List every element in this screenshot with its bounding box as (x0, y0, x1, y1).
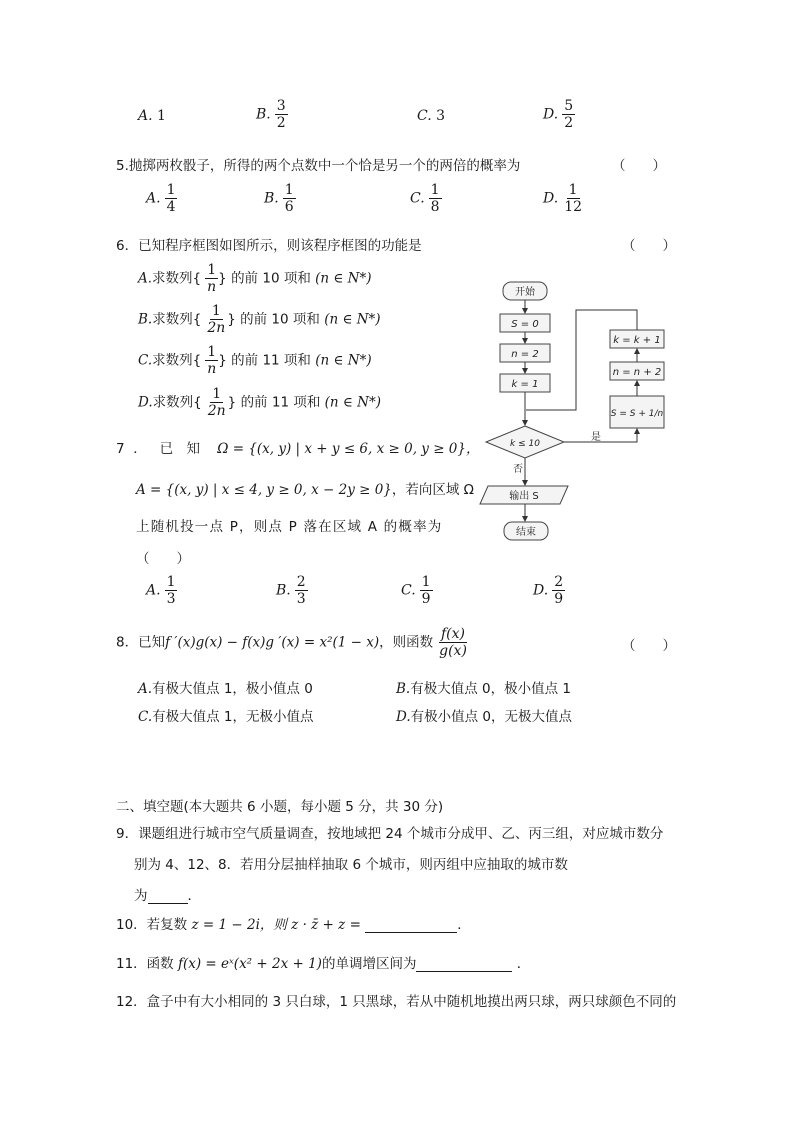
flow-k1-text: k = 1 (511, 379, 539, 390)
flow-no-label: 否 (513, 464, 523, 475)
q10-line: 10．若复数 z = 1 − 2i，则 z · z̄ + z = ． (116, 917, 471, 933)
flow-update-k-text: k = k + 1 (613, 335, 661, 346)
program-flowchart (478, 278, 678, 546)
q7-option-d: D. $\frac{2}{9}$ (533, 574, 564, 607)
flow-n2-text: n = 2 (511, 349, 539, 360)
q7-option-a: A. $\frac{1}{3}$ (146, 574, 176, 607)
q5-stem: 5.抛掷两枚骰子，所得的两个点数中一个恰是另一个的两倍的概率为 (116, 158, 521, 174)
flow-s0-text: S = 0 (511, 319, 539, 330)
q7-line3: 上随机投一点 P，则点 P 落在区域 A 的概率为 (136, 519, 443, 535)
q9-line3: 为 ． (134, 888, 201, 904)
q4-option-b: B. $\frac{3}{2}$ (256, 98, 286, 131)
q9-answer-blank[interactable] (148, 889, 188, 904)
q5-option-a: A. $\frac{1}{4}$ (146, 182, 176, 215)
q8-answer-paren: （ ） (622, 638, 676, 654)
q4-option-d: D. $\frac{5}{2}$ (543, 98, 574, 131)
q8-option-c: C.有极大值点 1，无极小值点 (138, 709, 314, 725)
flow-update-s-text: S = S + 1/n (610, 409, 664, 419)
q7-line1: 7 ． 已 知 Ω = {(x, y) | x + y ≤ 6, x ≥ 0, y ≥ 0}， (116, 441, 480, 457)
q6-option-b: B.求数列{ $\frac{1}{2n}$ } 的前 10 项和 (n ∈ N*) (138, 303, 381, 336)
q4-option-a: A. 1 (138, 108, 166, 124)
q5-answer-paren: （ ） (612, 158, 666, 174)
q8-stem: 8．已知f ′(x)g(x) − f(x)g ′(x) = x²(1 − x)，则函数 $\frac{f(x)}{g(x)}$ (116, 626, 467, 659)
q6-stem: 6．已知程序框图如图所示，则该程序框图的功能是 (116, 238, 422, 254)
q6-option-c: C.求数列{ $\frac{1}{n}$ } 的前 11 项和 (n ∈ N*) (138, 344, 372, 377)
q5-option-d: D. $\frac{1}{12}$ (543, 182, 583, 215)
q7-option-c: C. $\frac{1}{9}$ (401, 574, 431, 607)
q8-option-b: B.有极大值点 0，极小值点 1 (396, 681, 571, 697)
q6-option-d: D.求数列{ $\frac{1}{2n}$ } 的前 11 项和 (n ∈ N*) (138, 386, 381, 419)
flow-start-text: 开始 (515, 287, 535, 298)
q7-line2: A = {(x, y) | x ≤ 4, y ≥ 0, x − 2y ≥ 0}，若向区域 Ω (136, 482, 474, 498)
q7-answer-paren: （ ） (136, 551, 190, 567)
q4-option-c: C. 3 (417, 108, 446, 124)
q10-answer-blank[interactable] (365, 918, 457, 933)
flow-update-n-text: n = n + 2 (612, 367, 662, 378)
q11-answer-blank[interactable] (416, 957, 512, 972)
q12-line1: 12．盒子中有大小相同的 3 只白球，1 只黑球，若从中随机地摸出两只球，两只球颜色不同的 (116, 994, 677, 1010)
q9-line1: 9．课题组进行城市空气质量调查，按地域把 24 个城市分成甲、乙、丙三组，对应城市数分 (116, 826, 664, 842)
q11-line: 11．函数 f(x) = eˣ(x² + 2x + 1)的单调增区间为 ． (116, 956, 531, 972)
flow-end-text: 结束 (516, 527, 536, 538)
q9-line2: 别为 4、12、8．若用分层抽样抽取 6 个城市，则丙组中应抽取的城市数 (134, 857, 568, 873)
q8-option-d: D.有极小值点 0，无极大值点 (396, 709, 573, 725)
flow-yes-label: 是 (591, 432, 601, 443)
section-heading: 二、填空题(本大题共 6 小题，每小题 5 分，共 30 分) (116, 799, 444, 815)
q5-option-b: B. $\frac{1}{6}$ (264, 182, 294, 215)
q6-option-a: A.求数列{ $\frac{1}{n}$ } 的前 10 项和 (n ∈ N*) (138, 262, 372, 295)
flow-condition-text: k ≤ 10 (510, 439, 540, 449)
q8-option-a: A.有极大值点 1，极小值点 0 (138, 681, 313, 697)
q6-answer-paren: （ ） (622, 238, 676, 254)
q7-option-b: B. $\frac{2}{3}$ (276, 574, 306, 607)
flow-output-text: 输出 S (509, 491, 539, 502)
q5-option-c: C. $\frac{1}{8}$ (410, 182, 440, 215)
